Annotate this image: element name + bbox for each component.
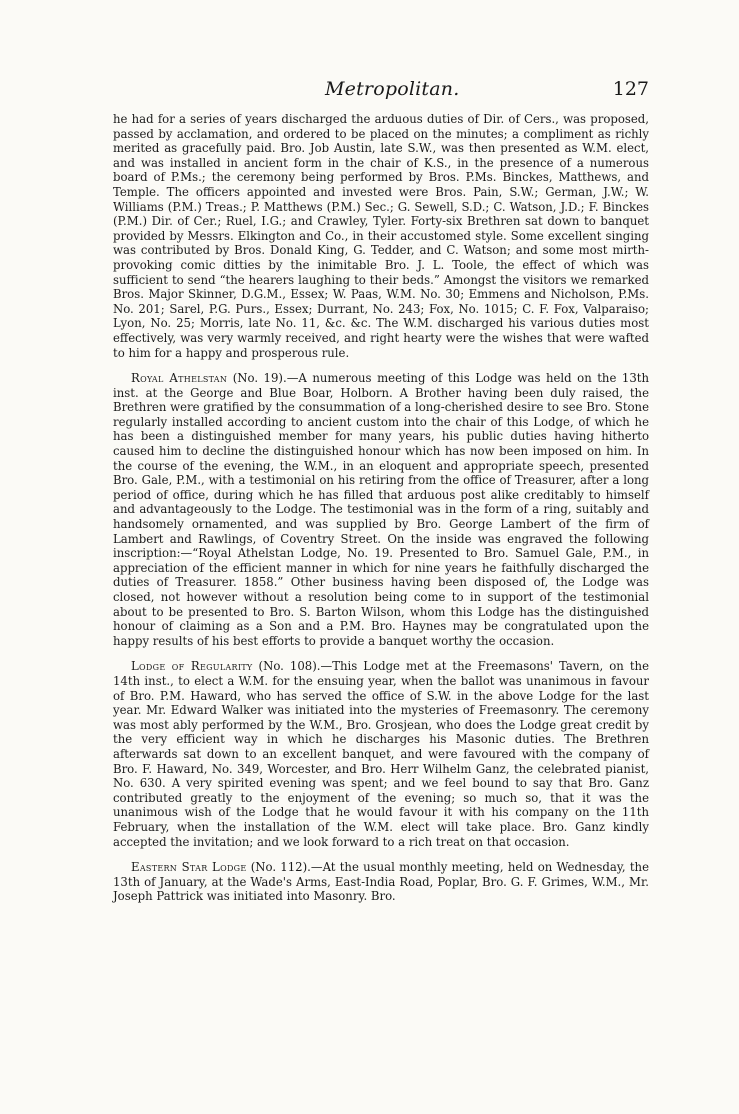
paragraph-eastern-star — [113, 860, 649, 904]
lodge-name: Lodge of Regularity — [131, 659, 253, 674]
paragraph-text: he had for a series of years discharged the arduous duties of Dir. of Cers., was proposed, passed by acclamation, and ordered to be placed on the minutes; a compliment as richly merited as gracefully paid. Bro. Job Austin, late S.W., was then presented as W.M. elect, and was installed in ancient form in the chair of K.S., in the presence of a numerous board of P.Ms.; the ceremony being performed by Bros. P.Ms. Binckes, Matthews, and Temple. The officers appointed and invested were Bros. Pain, S.W.; German, J.W.; W. Williams (P.M.) Treas.; P. Matthews (P.M.) Sec.; G. Sewell, S.D.; C. Watson, J.D.; F. Binckes (P.M.) Dir. of Cer.; Ruel, I.G.; and Crawley, Tyler. Forty-six Brethren sat down to banquet provided by Messrs. Elkington and Co., in their accustomed style. Some excellent singing was contributed by Bros. Donald King, G. Tedder, and C. Watson; and some most mirth-provoking comic ditties by the inimitable Bro. J. L. Toole, the effect of which was sufficient to send “the hearers laughing to their beds.” Amongst the visitors we remarked Bros. Major Skinner, D.G.M., Essex; W. Paas, W.M. No. 30; Emmens and Nicholson, P.Ms. No. 201; Sarel, P.G. Purs., Essex; Durrant, No. 243; Fox, No. 1015; C. F. Fox, Valparaiso; Lyon, No. 25; Morris, late No. 11, &c. &c. The W.M. discharged his various duties most effectively, was very warmly received, and right hearty were the wishes that were wafted to him for a happy and prosperous rule. — [113, 112, 649, 360]
paragraph-text: (No. 19).—A numerous meeting of this Lodge was held on the 13th inst. at the George and Blue Boar, Holborn. A Brother having been duly raised, the Brethren were gratified by the consummation of a long-cherished desire to see Bro. Stone regularly installed according to ancient custom into the chair of this Lodge, of which he has been a distinguished member for many years, his public duties having hitherto caused him to decline the distinguished honour which has now been imposed on him. In the course of the evening, the W.M., in an eloquent and appropriate speech, presented Bro. Gale, P.M., with a testimonial on his retiring from the office of Treasurer, after a long period of office, during which he has filled that arduous post alike creditably to himself and advantageously to the Lodge. The testimonial was in the form of a ring, suitably and handsomely ornamented, and was supplied by Bro. George Lambert of the firm of Lambert and Rawlings, of Coventry Street. On the inside was engraved the following inscription:—“Royal Athelstan Lodge, No. 19. Presented to Bro. Samuel Gale, P.M., in appreciation of the efficient manner in which for nine years he faithfully discharged the duties of Treasurer. 1858.” Other business having been disposed of, the Lodge was closed, not however without a resolution being come to in support of the testimonial about to be presented to Bro. S. Barton Wilson, whom this Lodge has the distinguished honour of claiming as a Son and a P.M. Bro. Haynes may be congratulated upon the happy results of his best efforts to provide a banquet worthy the occasion. — [113, 371, 649, 648]
paragraph-text: (No. 112).—At the usual monthly meeting, held on Wednesday, the 13th of January, at the Wade's Arms, East-India Road, Poplar, Bro. G. F. Grimes, W.M., Mr. Joseph Pattrick was initiated into Masonry. Bro. — [113, 860, 649, 904]
paragraph-text: (No. 108).—This Lodge met at the Freemasons' Tavern, on the 14th inst., to elect a W.M. for the ensuing year, when the ballot was unanimous in favour of Bro. P.M. Haward, who has served the office of S.W. in the above Lodge for the last year. Mr. Edward Walker was initiated into the mysteries of Freemasonry. The ceremony was most ably performed by the W.M., Bro. Grosjean, who does the Lodge great credit by the very efficient way in which he discharges his Masonic duties. The Brethren afterwards sat down to an excellent banquet, and were favoured with the company of Bro. F. Haward, No. 349, Worcester, and Bro. Herr Wilhelm Ganz, the celebrated pianist, No. 630. A very spirited evening was spent; and we feel bound to say that Bro. Ganz contributed greatly to the enjoyment of the evening; so much so, that it was the unanimous wish of the Lodge that he would favour it with his company on the 11th February, when the installation of the W.M. elect will take place. Bro. Ganz kindly accepted the invitation; and we look forward to a rich treat on that occasion. — [113, 659, 649, 849]
lodge-name: Eastern Star Lodge — [131, 860, 247, 875]
paragraph-royal-athelstan — [113, 371, 649, 648]
running-title: Metropolitan. — [325, 78, 460, 100]
paragraph-continuation — [113, 112, 649, 360]
page-number: 127 — [612, 78, 649, 100]
lodge-name: Royal Athelstan — [131, 371, 228, 386]
running-head — [113, 78, 649, 112]
paragraph-lodge-of-regularity — [113, 659, 649, 849]
